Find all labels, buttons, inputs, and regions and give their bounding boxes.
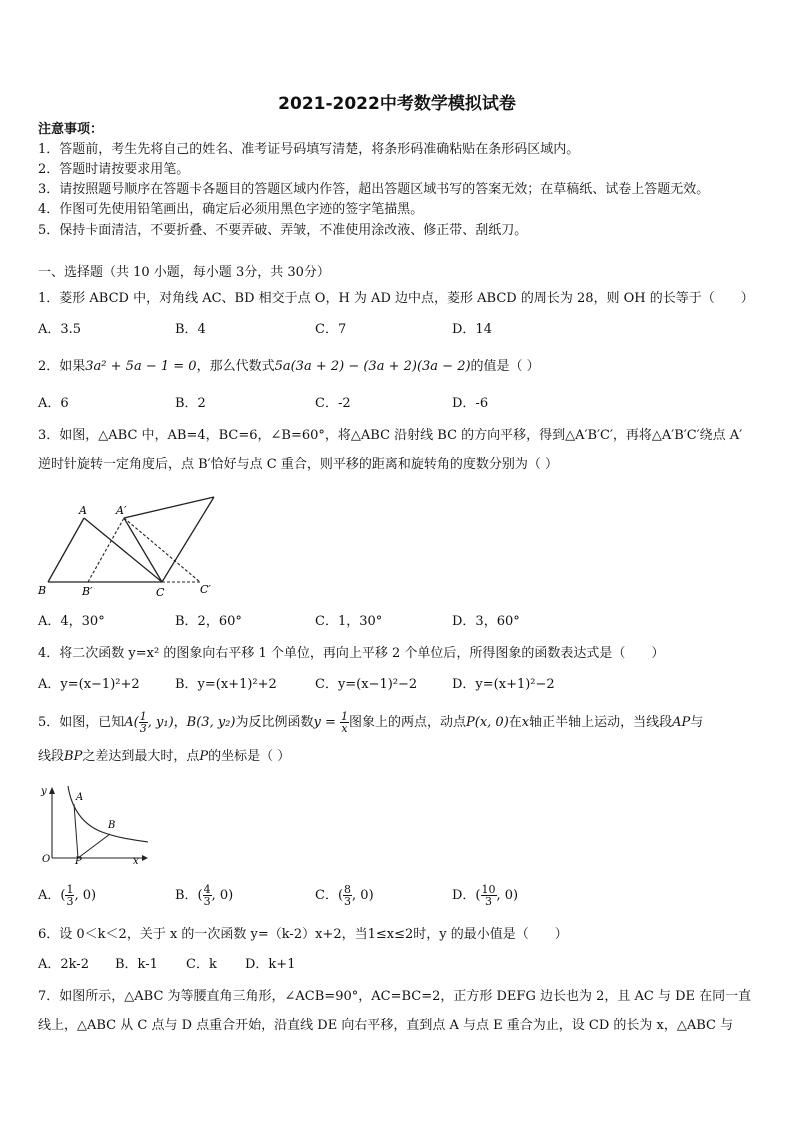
q5-point-p: P(x, 0) bbox=[466, 715, 509, 730]
q6-option-c: C．k bbox=[186, 957, 217, 972]
q1-option-d: D．14 bbox=[452, 322, 492, 337]
question-3-line-2: 逆时针旋转一定角度后，点 B′恰好与点 C 重合，则平移的距离和旋转角的度数分别为（ ） bbox=[38, 457, 558, 472]
label-b-prime: B′ bbox=[82, 585, 93, 598]
q5-function: y = $\frac{1}{x}$ bbox=[313, 710, 348, 735]
question-7-line-2: 线上，△ABC 从 C 点与 D 点重合开始，沿直线 DE 向右平移，直到点 A 与点 E 重合为止，设 CD 的长为 x，△ABC 与 bbox=[38, 1018, 734, 1033]
question-3-line-1: 3．如图，△ABC 中，AB=4，BC=6，∠B=60°，将△ABC 沿射线 BC 的方向平移，得到△A′B′C′，再将△A′B′C′绕点 A′ bbox=[38, 428, 743, 443]
notice-item-3: 3．请按照题号顺序在答题卡各题目的答题区域内作答，超出答题区域书写的答案无效；在草稿纸、试卷上答题无效。 bbox=[38, 182, 710, 197]
q6-option-b: B．k-1 bbox=[115, 957, 158, 972]
q4-option-c: C．y=(x−1)²−2 bbox=[315, 677, 418, 692]
notice-heading: 注意事项： bbox=[38, 122, 104, 137]
q5-option-c: C．( $\frac{8}{3}$ , 0) bbox=[315, 883, 374, 908]
q5-option-d: D．( $\frac{10}{3}$ , 0) bbox=[452, 883, 519, 908]
question-7-line-1: 7．如图所示，△ABC 为等腰直角三角形，∠ACB=90°，AC=BC=2，正方形 DEFG 边长也为 2，且 AC 与 DE 在同一直 bbox=[38, 989, 752, 1004]
label-b: B bbox=[38, 584, 47, 597]
q2-option-a: A．6 bbox=[38, 396, 69, 411]
q4-option-a: A．y=(x−1)²+2 bbox=[38, 677, 140, 692]
notice-item-1: 1．答题前，考生先将自己的姓名、准考证号码填写清楚，将条形码准确粘贴在条形码区域内。 bbox=[38, 142, 580, 157]
page-title: 2021-2022中考数学模拟试卷 bbox=[278, 94, 516, 114]
q4-option-d: D．y=(x+1)²−2 bbox=[452, 677, 555, 692]
triangle-translation-figure bbox=[36, 494, 226, 602]
q3-option-a: A．4，30° bbox=[38, 614, 105, 629]
question-6-text: 6．设 0＜k＜2，关于 x 的一次函数 y=（k-2）x+2，当1≤x≤2时，y 的最小值是（ ） bbox=[38, 927, 568, 942]
notice-item-5: 5．保持卡面清洁，不要折叠、不要弄破、弄皱，不准使用涂改液、修正带、刮纸刀。 bbox=[38, 223, 528, 238]
point-p-label: P bbox=[75, 856, 82, 866]
q4-option-b: B．y=(x+1)²+2 bbox=[175, 677, 277, 692]
question-5-line-2: 线段BP之差达到最大时，点P的坐标是（ ） bbox=[38, 749, 291, 764]
question-5-line-1: 5．如图，已知A( $\frac{1}{3}$ , y₁)，B(3, y₂)为反比例函数y = $\frac{1}{x}$ 图象上的两点，动点P(x, 0)在x轴正半轴上运动，当线段AP与 bbox=[38, 710, 704, 735]
q1-option-a: A．3.5 bbox=[38, 322, 82, 337]
label-a-prime: A′ bbox=[116, 504, 127, 517]
point-a-label: A bbox=[76, 792, 84, 803]
notice-item-4: 4．作图可先使用铅笔画出，确定后必须用黑色字迹的签字笔描黑。 bbox=[38, 202, 424, 217]
label-c-prime: C′ bbox=[200, 583, 211, 596]
axis-y-label: y bbox=[41, 786, 47, 797]
question-2-text: 2．如果3a² + 5a − 1 = 0，那么代数式5a(3a + 2) − (3a + 2)(3a − 2)的值是（ ） bbox=[38, 359, 540, 374]
q1-option-c: C．7 bbox=[315, 322, 347, 337]
origin-label: O bbox=[42, 854, 51, 865]
q2-condition: 3a² + 5a − 1 = 0 bbox=[85, 359, 197, 374]
hyperbola-figure bbox=[38, 782, 153, 866]
q6-option-d: D．k+1 bbox=[245, 957, 296, 972]
point-b-label: B bbox=[108, 820, 116, 831]
notice-item-2: 2．答题时请按要求用笔。 bbox=[38, 162, 190, 177]
q3-option-d: D．3，60° bbox=[452, 614, 520, 629]
q2-expression: 5a(3a + 2) − (3a + 2)(3a − 2) bbox=[274, 359, 471, 374]
q5-point-a: A( $\frac{1}{3}$ , y₁) bbox=[124, 710, 174, 735]
section-heading: 一、选择题（共 10 小题，每小题 3分，共 30分） bbox=[38, 265, 330, 280]
q3-option-b: B．2，60° bbox=[175, 614, 242, 629]
q2-option-c: C．-2 bbox=[315, 396, 351, 411]
question-1-text: 1．菱形 ABCD 中，对角线 AC、BD 相交于点 O，H 为 AD 边中点，菱形 ABCD 的周长为 28，则 OH 的长等于（ ） bbox=[38, 291, 754, 306]
question-4-text: 4．将二次函数 y=x² 的图象向右平移 1 个单位，再向上平移 2 个单位后，所得图象的函数表达式是（ ） bbox=[38, 646, 665, 661]
q1-option-b: B．4 bbox=[175, 322, 206, 337]
label-a: A bbox=[79, 504, 87, 517]
q2-option-b: B．2 bbox=[175, 396, 206, 411]
axis-x-label: x bbox=[133, 856, 139, 866]
label-c: C bbox=[156, 586, 165, 599]
q5-point-b: B(3, y₂) bbox=[186, 715, 236, 730]
q5-option-b: B．( $\frac{4}{3}$ , 0) bbox=[175, 883, 234, 908]
q3-option-c: C．1，30° bbox=[315, 614, 383, 629]
q6-option-a: A．2k-2 bbox=[38, 957, 89, 972]
q5-option-a: A．( $\frac{1}{3}$ , 0) bbox=[38, 883, 97, 908]
q2-option-d: D．-6 bbox=[452, 396, 489, 411]
